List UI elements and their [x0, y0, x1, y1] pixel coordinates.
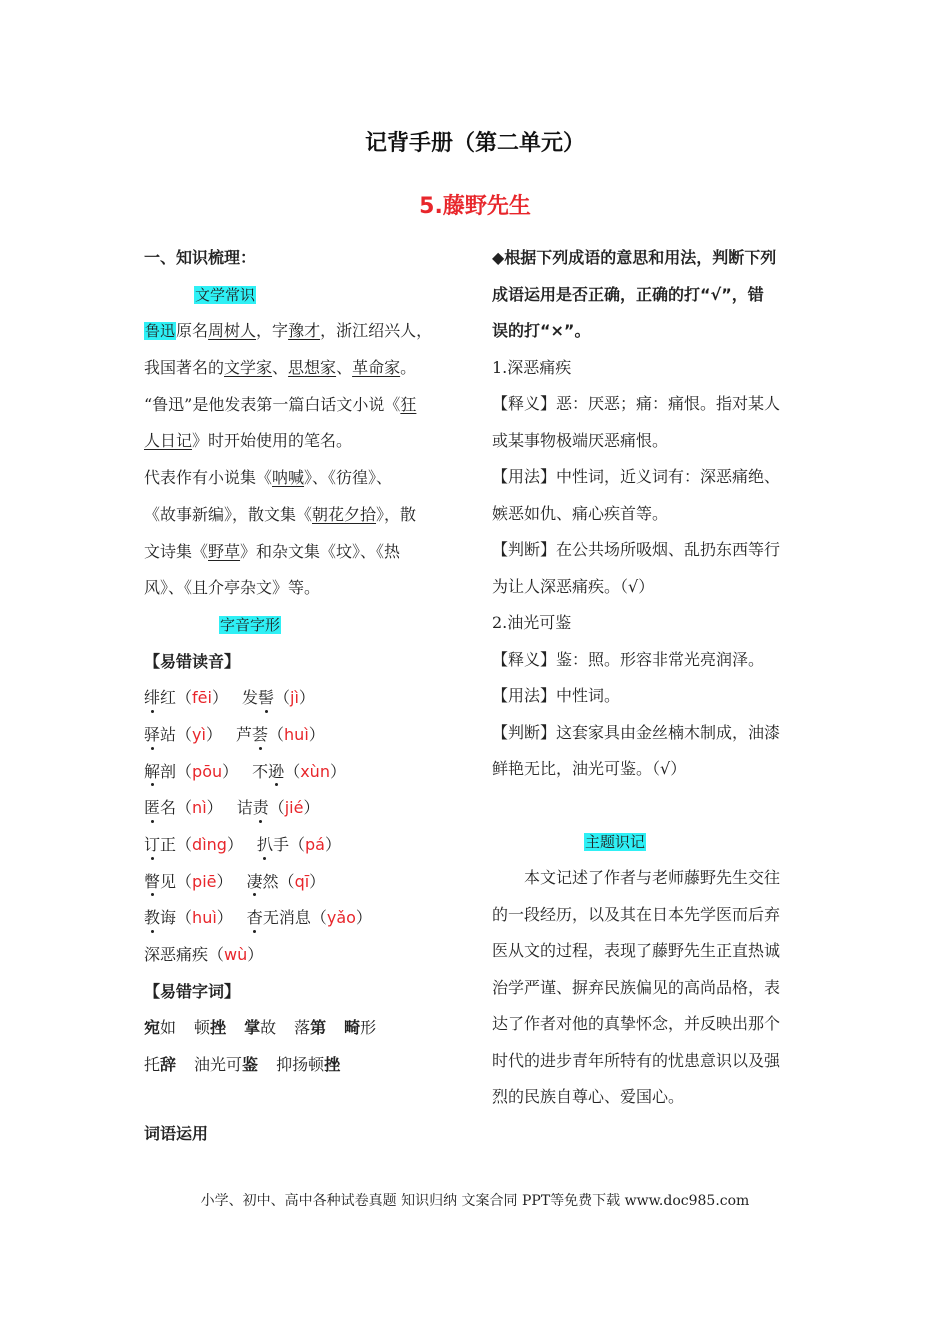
words-row-2: 托辞 油光可鉴 抑扬顿挫 [144, 1055, 341, 1075]
theme-line: 时代的进步青年所特有的忧患意识以及强 [492, 1050, 781, 1070]
words-heading: 【易错字词】 [144, 981, 241, 1001]
phonetic-label-row [144, 607, 462, 644]
item1-line-5: 【判断】在公共场所吸烟、乱扔东西等行 [492, 540, 781, 559]
theme-paragraph [492, 860, 810, 1116]
pron-row: 驿站（yì） 芦荟（huì） [144, 717, 462, 754]
intro-line-3: 误的打“×”。 [492, 321, 591, 340]
item1-line-4: 嫉恶如仇、痛心疾首等。 [492, 503, 669, 523]
item2-title: 2.油光可鉴 [492, 613, 572, 632]
pron-row: 瞥见（piē） 凄然（qī） [144, 864, 462, 901]
pron-row: 教诲（huì） 杳无消息（yǎo） [144, 900, 462, 937]
left-column [144, 240, 462, 1153]
section-heading: 一、知识梳理： [144, 248, 257, 267]
lesson-title: 5.藤野先生 [419, 194, 531, 219]
pron-heading: 【易错读音】 [144, 651, 241, 671]
pron-row: 绯红（fēi） 发髻（jì） [144, 680, 462, 717]
lit-line-6: 《故事新编》，散文集《朝花夕拾》，散 [144, 504, 417, 524]
theme-line: 的一段经历，以及其在日本先学医而后弃 [492, 904, 781, 924]
item1-line-1: 【释义】恶：厌恶；痛：痛恨。指对某人 [492, 394, 781, 413]
lit-line-4: 人日记》时开始使用的笔名。 [144, 431, 353, 451]
literary-label-row [144, 277, 462, 314]
theme-line: 治学严谨、摒弃民族偏见的高尚品格，表 [492, 977, 781, 997]
theme-line: 烈的民族自尊心、爱国心。 [492, 1087, 685, 1106]
author-name: 鲁迅 [145, 322, 176, 341]
item1-line-6: 为让人深恶痛疾。（√） [492, 576, 655, 596]
theme-line: 本文记述了作者与老师藤野先生交往 [524, 868, 781, 887]
lit-line-8: 风》、《且介亭杂文》等。 [144, 578, 321, 598]
item1-line-3: 【用法】中性词，近义词有：深恶痛绝、 [492, 467, 781, 486]
page-title: 记背手册（第二单元） [364, 131, 585, 156]
item1-line-2: 或某事物极端厌恶痛恨。 [492, 430, 669, 450]
pron-row-last: 深恶痛疾（wù） [144, 945, 264, 965]
pron-row: 解剖（pōu） 不逊（xùn） [144, 754, 462, 791]
pron-row: 订正（dìng） 扒手（pá） [144, 827, 462, 864]
right-column [492, 240, 810, 1116]
footer-text: 小学、初中、高中各种试卷真题 知识归纳 文案合同 PPT等免费下载 www.doc985.com [200, 1193, 750, 1209]
theme-label-row [492, 824, 810, 861]
theme-line: 医从文的过程，表现了藤野先生正直热诚 [492, 941, 781, 960]
theme-line: 达了作者对他的真挚怀念，并反映出那个 [492, 1014, 781, 1033]
intro-line-2: 成语运用是否正确，正确的打“√”，错 [492, 284, 764, 304]
words-row-1: 宛如 顿挫 掌故 落第 畸形 [144, 1018, 377, 1038]
item2-line-1: 【释义】鉴：照。形容非常光亮润泽。 [492, 649, 765, 669]
phonetic-label: 字音字形 [220, 615, 281, 634]
theme-label: 主题识记 [585, 832, 646, 851]
item2-line-3: 【判断】这套家具由金丝楠木制成，油漆 [492, 722, 781, 742]
lit-line-7: 文诗集《野草》和杂文集《坟》、《热 [144, 541, 401, 561]
item2-line-2: 【用法】中性词。 [492, 686, 621, 705]
pronunciation-list [144, 680, 462, 937]
item1-title: 1.深恶痛疾 [492, 357, 572, 377]
lit-line-5: 代表作有小说集《呐喊》、《彷徨》、 [144, 468, 393, 488]
literary-label: 文学常识 [195, 285, 256, 304]
item2-line-4: 鲜艳无比，油光可鉴。（√） [492, 759, 687, 778]
lit-line-2: 我国著名的文学家、思想家、革命家。 [144, 358, 417, 378]
intro-line-1: ◆根据下列成语的意思和用法，判断下列 [492, 248, 777, 267]
usage-heading: 词语运用 [144, 1123, 209, 1143]
pron-row: 匿名（nì） 诘责（jié） [144, 790, 462, 827]
lit-line-1: 鲁迅原名周树人，字豫才，浙江绍兴人， [145, 321, 433, 341]
lit-line-3: “鲁迅”是他发表第一篇白话文小说《狂 [144, 394, 417, 414]
